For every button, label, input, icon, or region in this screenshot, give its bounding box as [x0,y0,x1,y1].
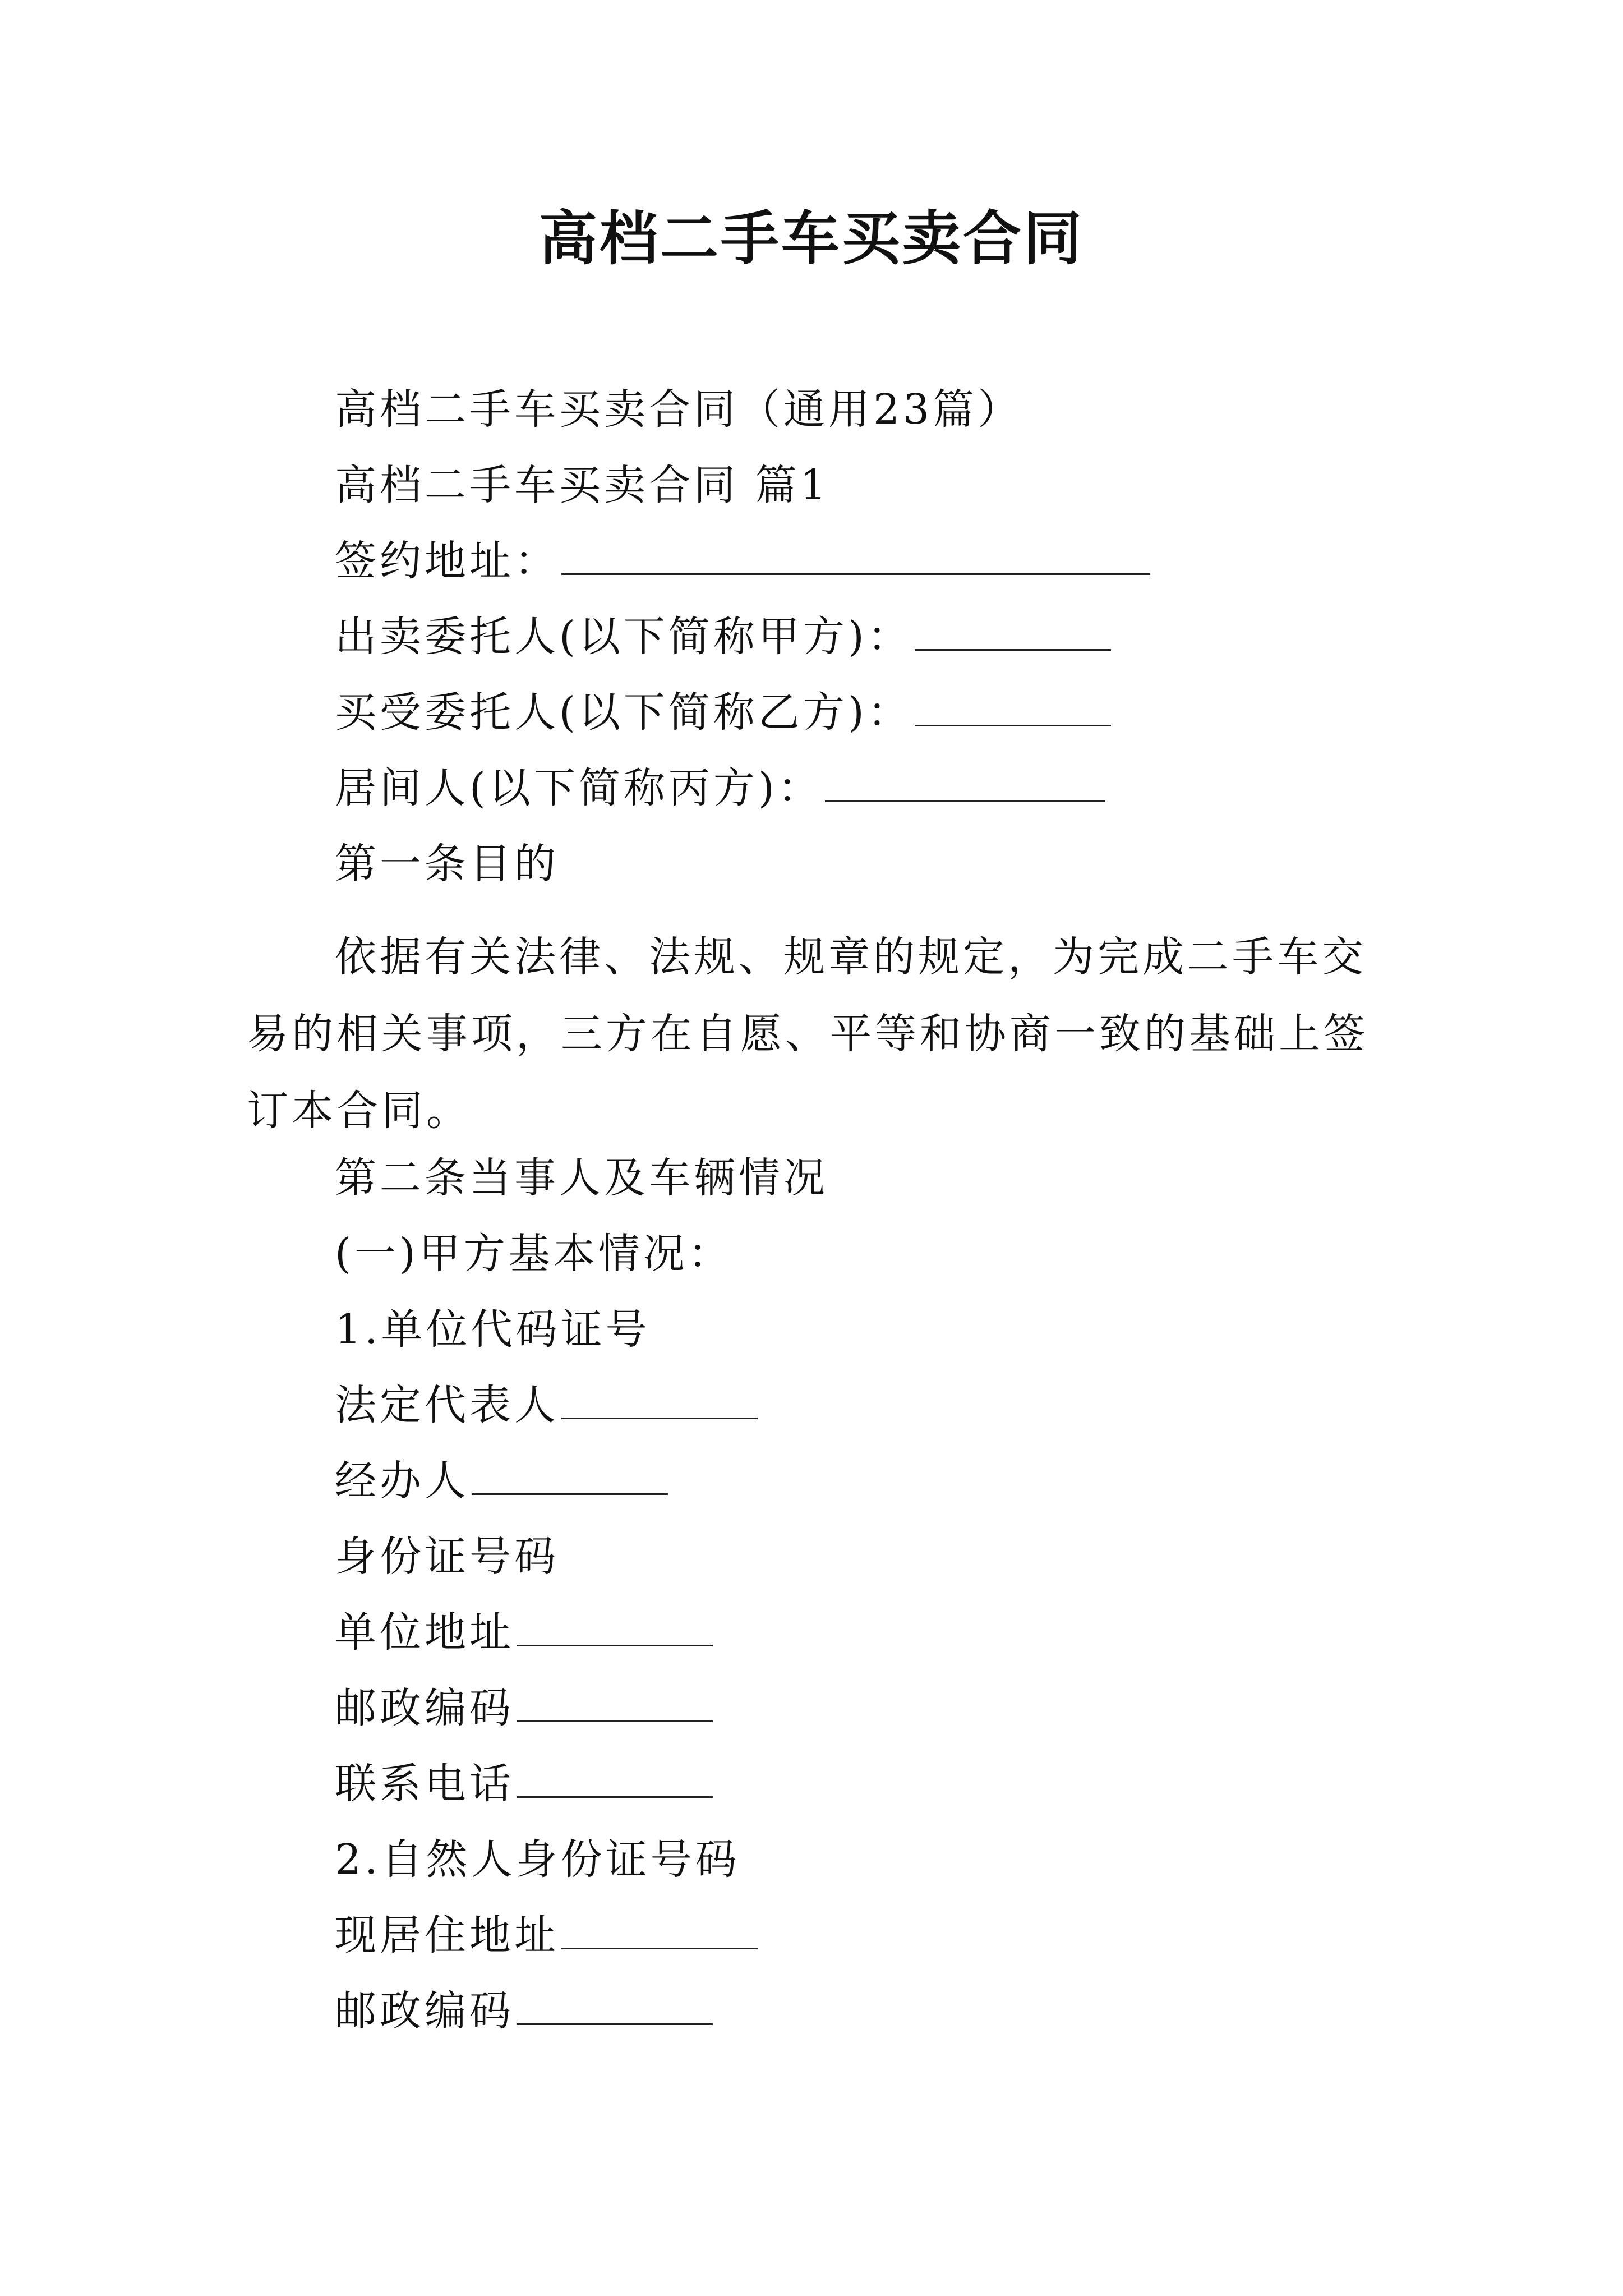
handler-field [335,1450,668,1512]
article1-title: 第一条目的 [335,840,559,888]
phone-field [335,1753,713,1815]
item1-text: 1.单位代码证号 [335,1305,651,1354]
postal-code-2-label: 邮政编码 [335,1987,514,2035]
seller-field [335,606,1111,668]
current-address-blank [561,1908,758,1949]
buyer-field [335,682,1111,743]
postal-code-field [335,1677,713,1739]
handler-label: 经办人 [335,1457,469,1505]
legal-rep-field [335,1374,758,1436]
legal-rep-blank [561,1378,758,1419]
sign-address-field [335,530,1150,592]
party-a-heading-text: (一)甲方基本情况： [335,1230,733,1278]
unit-address-field [335,1602,713,1663]
current-address-field [335,1904,758,1966]
unit-address-label: 单位地址 [335,1608,514,1657]
postal-code-2-field [335,1980,713,2042]
seller-blank [915,610,1111,651]
buyer-label: 买受委托人(以下简称乙方)： [335,688,912,737]
current-address-label: 现居住地址 [335,1911,559,1959]
section-title [335,454,830,516]
article2-title: 第二条当事人及车辆情况 [335,1154,828,1202]
phone-blank [517,1757,713,1798]
item1-line [335,1299,651,1360]
article1-paragraph: 依据有关法律、法规、规章的规定，为完成二手车交易的相关事项，三方在自愿、平等和协商一致的基础上签订本合同。 [247,933,1368,1135]
broker-label: 居间人(以下简称丙方)： [335,764,823,812]
id-number-label: 身份证号码 [335,1533,559,1581]
sign-address-label: 签约地址： [335,537,559,585]
broker-field [335,757,1105,819]
broker-blank [825,761,1105,802]
buyer-blank [915,685,1111,726]
item2-line [335,1829,740,1890]
postal-code-blank [517,1681,713,1722]
document-subtitle [335,379,1022,440]
phone-label: 联系电话 [335,1760,514,1808]
article2-heading [335,1147,828,1209]
postal-code-label: 邮政编码 [335,1684,514,1732]
section-title-text: 高档二手车买卖合同 篇1 [335,461,830,509]
seller-label: 出卖委托人(以下简称甲方)： [335,613,912,661]
postal-code-2-blank [517,1984,713,2025]
article1-heading [335,833,559,895]
document-title: 高档二手车买卖合同 [538,204,1084,273]
subtitle-text: 高档二手车买卖合同（通用23篇） [335,385,1023,434]
sign-address-blank [561,534,1150,575]
party-a-heading [335,1223,733,1285]
legal-rep-label: 法定代表人 [335,1381,559,1429]
id-number-line [335,1526,559,1588]
item2-text: 2.自然人身份证号码 [335,1835,740,1884]
handler-blank [472,1454,668,1495]
unit-address-blank [517,1605,713,1646]
